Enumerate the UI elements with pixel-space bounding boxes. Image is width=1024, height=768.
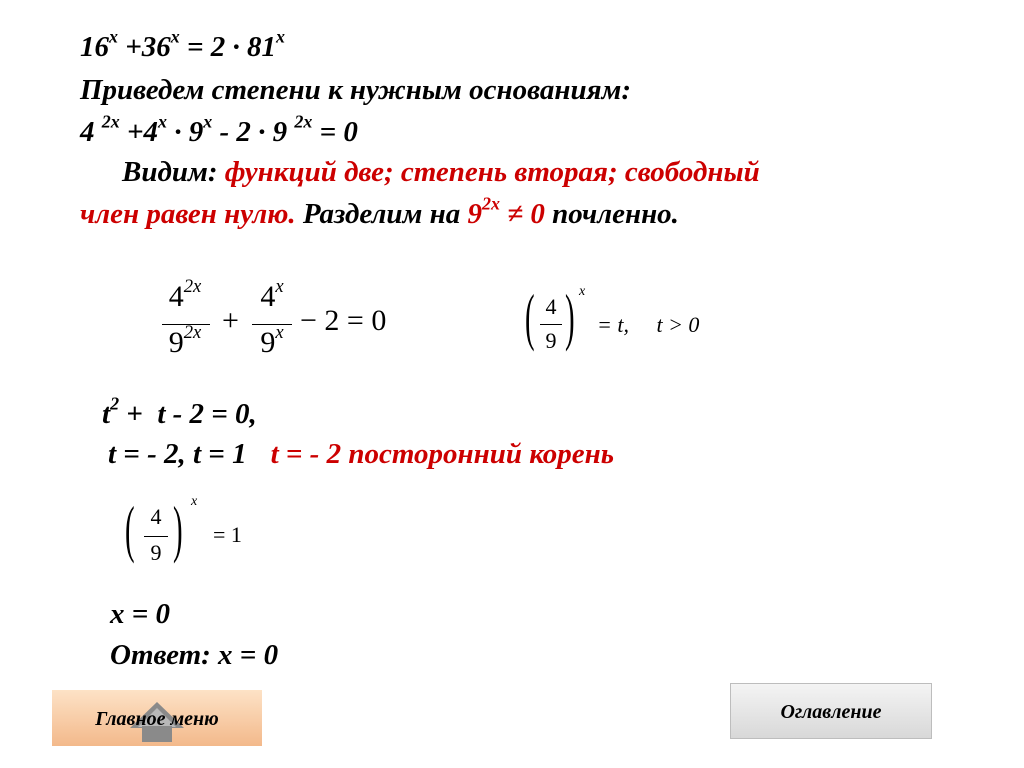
exponent: x <box>276 26 286 47</box>
exponent: 2 <box>110 393 120 414</box>
observation-line-1 <box>122 155 760 189</box>
variable: t <box>102 398 111 430</box>
roots-line <box>108 437 614 471</box>
exponent: x <box>158 111 167 132</box>
observation-text: функций две; степень вторая; свободный <box>224 156 760 188</box>
numerator: 4 <box>545 294 557 319</box>
extraneous-root-note: t = - 2 посторонний корень <box>270 438 615 470</box>
right-paren: ) <box>173 493 183 564</box>
term: = 0 <box>312 116 358 148</box>
equation-rest: = 1 <box>213 522 242 547</box>
main-menu-button[interactable] <box>52 690 262 746</box>
main-menu-label: Главное меню <box>95 708 219 730</box>
observation-text: член равен нулю. <box>80 198 303 230</box>
substitution-equation <box>525 281 745 368</box>
term: · 9 <box>166 116 204 148</box>
denominator <box>160 322 210 360</box>
term: - 2 · 9 <box>212 116 295 148</box>
equation-line-1 <box>80 26 286 64</box>
exponent: x <box>109 26 118 47</box>
observation-line-2 <box>80 193 679 231</box>
instruction-line: Приведем степени к нужным основаниям: <box>80 74 632 106</box>
exponent: x <box>275 322 284 344</box>
equation-line-3 <box>80 111 358 149</box>
exponent: x <box>170 26 180 47</box>
fraction-bar <box>252 324 292 325</box>
fraction-equation <box>160 276 420 370</box>
term: + t - 2 = 0, <box>119 398 257 430</box>
roots: t = - 2, t = 1 <box>108 438 247 470</box>
denominator: 9 <box>150 540 162 565</box>
fraction-bar <box>540 324 562 325</box>
left-paren: ( <box>525 281 535 352</box>
exponent: x <box>203 111 213 132</box>
solution-line: x = 0 <box>110 598 171 630</box>
numerator <box>250 276 294 314</box>
exponential-equation <box>125 493 285 580</box>
equation-rest: = t, t > 0 <box>597 312 700 337</box>
right-paren: ) <box>565 281 575 352</box>
term: = 2 · 81 <box>179 31 277 63</box>
term: +4 <box>119 116 158 148</box>
numerator-base: 4 <box>260 280 276 313</box>
denominator <box>250 322 294 360</box>
term: 16 <box>80 31 109 63</box>
denominator: 9 <box>545 328 557 353</box>
denominator-base: 9 <box>168 326 184 359</box>
fraction-bar <box>144 536 168 537</box>
exponent: 2x <box>183 276 202 298</box>
contents-button[interactable] <box>730 683 932 739</box>
term: +36 <box>117 31 171 63</box>
answer-line: Ответ: x = 0 <box>110 639 279 671</box>
instruction-text: Разделим на <box>302 198 468 230</box>
left-paren: ( <box>125 493 135 564</box>
contents-label: Оглавление <box>780 701 882 723</box>
exponent: 2x <box>101 111 120 132</box>
quadratic-equation <box>102 393 257 431</box>
instruction-text: почленно. <box>552 198 679 230</box>
divisor: 9 <box>467 198 482 230</box>
equation-rest: − 2 = 0 <box>300 304 387 337</box>
exponent: 2x <box>183 322 202 344</box>
numerator <box>160 276 210 314</box>
exponent: x <box>275 276 284 298</box>
numerator: 4 <box>150 504 162 529</box>
plus-sign: + <box>222 304 239 337</box>
exponent: 2x <box>294 111 313 132</box>
nonzero-condition: ≠ 0 <box>499 198 553 230</box>
term: 4 <box>80 116 102 148</box>
numerator-base: 4 <box>168 280 184 313</box>
exponent: x <box>191 494 198 509</box>
divisor-exponent: 2x <box>481 193 500 214</box>
denominator-base: 9 <box>260 326 276 359</box>
observation-label: Видим: <box>122 156 225 188</box>
exponent: x <box>579 284 586 299</box>
